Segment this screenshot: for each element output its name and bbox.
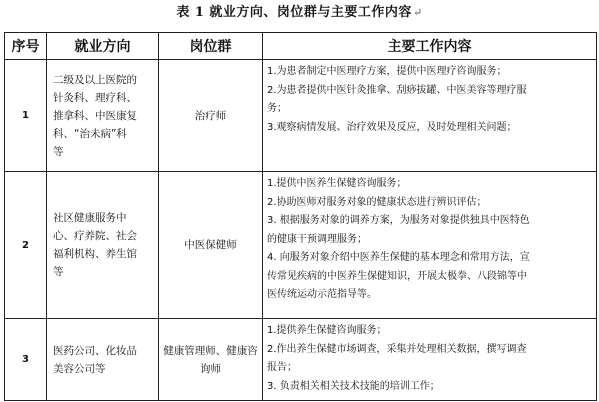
content-line: 2.为患者提供中医针灸推拿、刮痧拔罐、中医美容等理疗服 bbox=[267, 84, 527, 96]
direction-line: 等 bbox=[53, 145, 64, 158]
table-title-text: 表 1 就业方向、岗位群与主要工作内容 bbox=[176, 5, 412, 20]
direction-line: 福利机构、养生馆 bbox=[53, 248, 137, 260]
row-number: 1 bbox=[5, 60, 47, 172]
content-line: 的健康干预调理服务； bbox=[267, 233, 367, 245]
employment-table bbox=[4, 32, 597, 401]
direction-line: 科、“治未病”科 bbox=[53, 127, 127, 140]
row-position: 治疗师 bbox=[159, 60, 263, 172]
table-title bbox=[0, 2, 599, 24]
row-number: 3 bbox=[5, 319, 47, 401]
row-content bbox=[263, 60, 597, 172]
header-content: 主要工作内容 bbox=[263, 33, 597, 60]
table-row bbox=[5, 172, 597, 319]
header-direction: 就业方向 bbox=[47, 33, 159, 60]
row-direction bbox=[47, 60, 159, 172]
header-num: 序号 bbox=[5, 33, 47, 60]
paragraph-mark: ↵ bbox=[412, 6, 423, 19]
table-row bbox=[5, 60, 597, 172]
row-direction bbox=[47, 319, 159, 401]
content-line: 4. 向服务对象介绍中医养生保健的基本理念和常用方法，宣 bbox=[267, 252, 530, 263]
content-line: 2.协助医师对服务对象的健康状态进行辨识评估； bbox=[267, 196, 487, 208]
row-content bbox=[263, 172, 597, 319]
direction-line: 等 bbox=[53, 266, 64, 278]
direction-line: 社区健康服务中 bbox=[53, 212, 127, 224]
content-line: 报告； bbox=[267, 362, 297, 373]
direction-line: 推拿科、中医康复 bbox=[53, 109, 137, 122]
row-number: 2 bbox=[5, 172, 47, 319]
content-line: 3. 负责相关相关技术技能的培训工作； bbox=[267, 380, 440, 392]
content-line: 务； bbox=[267, 103, 287, 114]
direction-line: 医药公司、化妆品 bbox=[53, 344, 137, 357]
content-line: 传常见疾病的中医养生保健知识，开展太极拳、八段锦等中 bbox=[267, 270, 527, 282]
content-line: 1.为患者制定中医理疗方案，提供中医理疗咨询服务； bbox=[267, 66, 507, 77]
table-header-row bbox=[5, 33, 597, 60]
row-position: 健康管理师、健康咨询师 bbox=[159, 319, 263, 401]
row-content bbox=[263, 319, 597, 401]
content-line: 3.观察病情发展、治疗效果及反应，及时处理相关问题； bbox=[267, 121, 517, 133]
content-line: 1.提供中医养生保健咨询服务； bbox=[267, 178, 407, 189]
direction-line: 美容公司等 bbox=[53, 362, 106, 375]
header-position: 岗位群 bbox=[159, 33, 263, 60]
content-line: 3. 根据服务对象的调养方案，为服务对象提供独具中医特色 bbox=[267, 215, 530, 226]
direction-line: 针灸科、理疗科、 bbox=[53, 91, 137, 104]
row-position: 中医保健师 bbox=[159, 172, 263, 319]
content-line: 2.作出养生保健市场调查，采集并处理相关数据，撰写调查 bbox=[267, 343, 527, 355]
row-direction bbox=[47, 172, 159, 319]
content-line: 医传统运动示范指导等。 bbox=[267, 289, 377, 300]
table-row bbox=[5, 319, 597, 401]
direction-line: 二级及以上医院的 bbox=[53, 73, 137, 86]
content-line: 1.提供养生保健咨询服务； bbox=[267, 325, 387, 336]
direction-line: 心、疗养院、社会 bbox=[53, 230, 137, 242]
